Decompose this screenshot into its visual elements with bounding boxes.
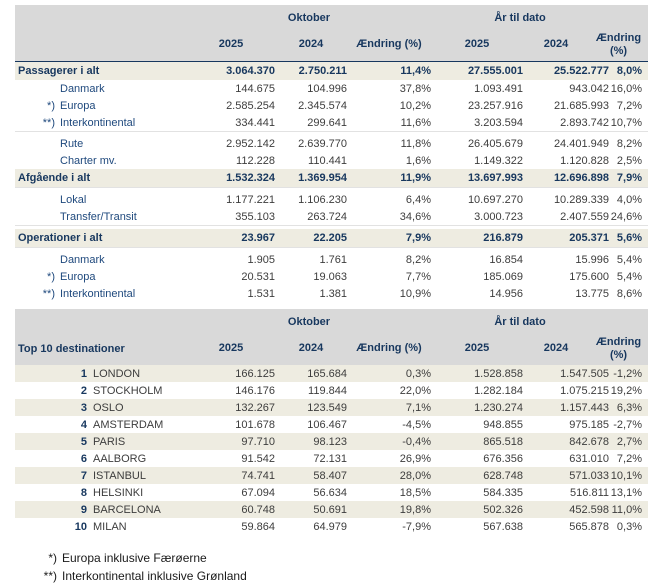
destination-row bbox=[15, 518, 648, 535]
column-header: 2025 bbox=[464, 342, 490, 355]
row-label-cell bbox=[15, 65, 187, 77]
cell-value: 7,9% bbox=[616, 172, 642, 184]
rank-number: 4 bbox=[80, 418, 87, 431]
row-label-cell bbox=[15, 254, 187, 266]
column-header: Ændring (%) bbox=[595, 31, 642, 57]
destination-row bbox=[15, 365, 648, 382]
cell-value: 10,2% bbox=[399, 99, 431, 112]
cell-value: 452.598 bbox=[569, 503, 609, 516]
cell-value: 0,3% bbox=[616, 520, 642, 533]
city-name: LONDON bbox=[93, 367, 141, 380]
cell-value: 1.528.858 bbox=[474, 367, 523, 380]
rank-number: 6 bbox=[80, 452, 87, 465]
row-label: Europa bbox=[60, 99, 96, 112]
destination-label-cell bbox=[15, 436, 187, 448]
destination-label-cell bbox=[15, 470, 187, 482]
table-row bbox=[15, 268, 648, 285]
cell-value: 7,1% bbox=[405, 401, 431, 414]
cell-value: 144.675 bbox=[235, 82, 275, 95]
row-label: Transfer/Transit bbox=[60, 210, 137, 223]
rank-number: 5 bbox=[80, 435, 87, 448]
destination-label-cell bbox=[15, 402, 187, 414]
cell-value: 3.000.723 bbox=[474, 210, 523, 223]
cell-value: 631.010 bbox=[569, 452, 609, 465]
destinations-table-body bbox=[15, 365, 648, 535]
destination-row bbox=[15, 382, 648, 399]
header-columns-row bbox=[15, 28, 648, 61]
row-label: Passagerer i alt bbox=[18, 65, 100, 77]
cell-value: 16,0% bbox=[610, 82, 642, 95]
row-label-cell bbox=[15, 211, 187, 223]
cell-value: 59.864 bbox=[241, 520, 275, 533]
cell-value: 24,6% bbox=[610, 210, 642, 223]
cell-value: 6,3% bbox=[616, 401, 642, 414]
destination-row bbox=[15, 416, 648, 433]
cell-value: 10.289.339 bbox=[553, 193, 609, 206]
cell-value: 166.125 bbox=[235, 367, 275, 380]
column-header: 2024 bbox=[543, 342, 569, 355]
cell-value: 64.979 bbox=[313, 520, 347, 533]
row-label-cell bbox=[15, 172, 187, 184]
cell-value: 2,7% bbox=[616, 435, 642, 448]
cell-value: 2,5% bbox=[616, 154, 642, 167]
rank-number: 2 bbox=[80, 384, 87, 397]
cell-value: 3.203.594 bbox=[474, 116, 523, 129]
footnote-marker: **) bbox=[42, 116, 55, 129]
cell-value: 72.131 bbox=[313, 452, 347, 465]
cell-value: 18,5% bbox=[399, 486, 431, 499]
ytd-group-label: År til dato bbox=[494, 316, 546, 328]
cell-value: 2.639.770 bbox=[298, 137, 347, 150]
cell-value: 22.205 bbox=[313, 232, 347, 244]
cell-value: 11,0% bbox=[611, 503, 642, 516]
cell-value: 19,8% bbox=[399, 503, 431, 516]
row-label: Interkontinental bbox=[60, 287, 136, 300]
row-label: Lokal bbox=[60, 193, 87, 206]
cell-value: 516.811 bbox=[570, 486, 609, 499]
column-header: 2025 bbox=[464, 38, 490, 51]
traffic-table-body bbox=[15, 62, 648, 302]
table-row bbox=[15, 62, 648, 80]
cell-value: 8,2% bbox=[616, 137, 642, 150]
destination-row bbox=[15, 467, 648, 484]
city-name: MILAN bbox=[93, 520, 127, 533]
cell-value: 2.407.559 bbox=[560, 210, 609, 223]
column-header: 2025 bbox=[218, 38, 244, 51]
destination-label-cell bbox=[15, 487, 187, 499]
cell-value: 5,6% bbox=[616, 232, 642, 244]
period-group-label: Oktober bbox=[287, 316, 331, 328]
city-name: BARCELONA bbox=[93, 503, 161, 516]
cell-value: 11,6% bbox=[400, 116, 431, 129]
row-label: Operationer i alt bbox=[18, 232, 103, 244]
city-name: HELSINKI bbox=[93, 486, 144, 499]
cell-value: 123.549 bbox=[307, 401, 347, 414]
cell-value: 14.956 bbox=[489, 287, 523, 300]
cell-value: 2.893.742 bbox=[560, 116, 609, 129]
destination-row bbox=[15, 450, 648, 467]
cell-value: 7,9% bbox=[405, 232, 431, 244]
cell-value: 8,0% bbox=[616, 65, 642, 77]
cell-value: 1.157.443 bbox=[560, 401, 609, 414]
destinations-title: Top 10 destinationer bbox=[18, 342, 125, 355]
cell-value: 0,3% bbox=[405, 367, 431, 380]
cell-value: 26.405.679 bbox=[467, 137, 523, 150]
row-label: Interkontinental bbox=[60, 116, 136, 129]
cell-value: 2.345.574 bbox=[298, 99, 347, 112]
cell-value: 567.638 bbox=[483, 520, 523, 533]
cell-value: 1.905 bbox=[247, 253, 275, 266]
cell-value: 5,4% bbox=[616, 270, 642, 283]
cell-value: 21.685.993 bbox=[553, 99, 609, 112]
row-label: Afgående i alt bbox=[18, 172, 91, 184]
cell-value: 7,7% bbox=[405, 270, 431, 283]
footnote-marker: *) bbox=[47, 270, 55, 283]
rank-number: 3 bbox=[80, 401, 87, 414]
row-label: Danmark bbox=[60, 82, 105, 95]
cell-value: -2,7% bbox=[613, 418, 642, 431]
cell-value: 6,4% bbox=[405, 193, 431, 206]
column-header: Ændring (%) bbox=[356, 38, 422, 51]
cell-value: 4,0% bbox=[616, 193, 642, 206]
cell-value: 571.033 bbox=[569, 469, 609, 482]
table-row bbox=[15, 169, 648, 187]
column-header: 2025 bbox=[218, 342, 244, 355]
cell-value: 27.555.001 bbox=[467, 65, 523, 77]
ytd-group-label: År til dato bbox=[494, 12, 546, 24]
destination-label-cell bbox=[15, 385, 187, 397]
cell-value: 97.710 bbox=[241, 435, 275, 448]
cell-value: 15.996 bbox=[575, 253, 609, 266]
city-name: AALBORG bbox=[93, 452, 147, 465]
row-label: Rute bbox=[60, 137, 84, 150]
cell-value: 50.691 bbox=[313, 503, 347, 516]
cell-value: 112.228 bbox=[236, 154, 275, 167]
cell-value: 1.531 bbox=[247, 287, 275, 300]
row-label-cell bbox=[15, 232, 187, 244]
cell-value: 101.678 bbox=[235, 418, 275, 431]
rank-number: 1 bbox=[80, 367, 87, 380]
table-row bbox=[15, 208, 648, 225]
row-label-cell bbox=[15, 194, 187, 206]
cell-value: 20.531 bbox=[241, 270, 275, 283]
cell-value: 11,8% bbox=[400, 137, 431, 150]
destination-label-cell bbox=[15, 419, 187, 431]
row-label-cell bbox=[15, 155, 187, 167]
cell-value: 865.518 bbox=[483, 435, 523, 448]
cell-value: 299.641 bbox=[307, 116, 347, 129]
table-row bbox=[15, 191, 648, 208]
cell-value: 10,9% bbox=[399, 287, 431, 300]
cell-value: 34,6% bbox=[399, 210, 431, 223]
cell-value: 19.063 bbox=[313, 270, 347, 283]
traffic-table-header bbox=[15, 5, 648, 62]
cell-value: 10.697.270 bbox=[467, 193, 523, 206]
cell-value: 10,1% bbox=[610, 469, 642, 482]
cell-value: 1.761 bbox=[319, 253, 347, 266]
header-columns-row bbox=[15, 332, 648, 365]
cell-value: 1.106.230 bbox=[298, 193, 347, 206]
row-label-cell bbox=[15, 100, 187, 112]
cell-value: -7,9% bbox=[402, 520, 431, 533]
cell-value: 185.069 bbox=[483, 270, 523, 283]
column-header: Ændring (%) bbox=[595, 335, 642, 361]
table-row bbox=[15, 135, 648, 152]
city-name: OSLO bbox=[93, 401, 124, 414]
rank-number: 7 bbox=[80, 469, 87, 482]
cell-value: 110.441 bbox=[308, 154, 347, 167]
cell-value: 975.185 bbox=[569, 418, 609, 431]
period-group-label: Oktober bbox=[287, 12, 331, 24]
table-row bbox=[15, 229, 648, 247]
footnote bbox=[15, 567, 660, 585]
cell-value: 22,0% bbox=[399, 384, 431, 397]
row-label: Danmark bbox=[60, 253, 105, 266]
cell-value: 2.952.142 bbox=[226, 137, 275, 150]
cell-value: 12.696.898 bbox=[553, 172, 609, 184]
cell-value: 565.878 bbox=[569, 520, 609, 533]
cell-value: 5,4% bbox=[616, 253, 642, 266]
cell-value: 13,1% bbox=[610, 486, 642, 499]
cell-value: 355.103 bbox=[235, 210, 275, 223]
cell-value: 1.381 bbox=[319, 287, 347, 300]
cell-value: 1.149.322 bbox=[474, 154, 523, 167]
cell-value: 334.441 bbox=[235, 116, 275, 129]
footnotes bbox=[15, 549, 660, 585]
cell-value: 13.697.993 bbox=[467, 172, 523, 184]
cell-value: 56.634 bbox=[313, 486, 347, 499]
cell-value: 104.996 bbox=[307, 82, 347, 95]
destination-label-cell bbox=[15, 368, 187, 380]
cell-value: 205.371 bbox=[569, 232, 609, 244]
footnote-marker: **) bbox=[43, 569, 57, 583]
cell-value: 11,9% bbox=[400, 172, 431, 184]
table-row bbox=[15, 80, 648, 97]
cell-value: 216.879 bbox=[483, 232, 523, 244]
header-group-row bbox=[15, 8, 648, 28]
footnote bbox=[15, 549, 660, 567]
rank-number: 9 bbox=[80, 503, 87, 516]
cell-value: 23.967 bbox=[241, 232, 275, 244]
city-name: STOCKHOLM bbox=[93, 384, 163, 397]
cell-value: -0,4% bbox=[402, 435, 431, 448]
cell-value: 67.094 bbox=[241, 486, 275, 499]
cell-value: 676.356 bbox=[483, 452, 523, 465]
cell-value: 2.750.211 bbox=[298, 65, 347, 77]
row-label-cell bbox=[15, 138, 187, 150]
cell-value: 1.177.221 bbox=[226, 193, 275, 206]
column-header: 2024 bbox=[298, 38, 324, 51]
cell-value: 1.075.215 bbox=[560, 384, 609, 397]
column-header: 2024 bbox=[298, 342, 324, 355]
row-label-cell bbox=[15, 271, 187, 283]
header-group-row bbox=[15, 312, 648, 332]
footnote-marker: *) bbox=[48, 551, 57, 565]
cell-value: 8,6% bbox=[616, 287, 642, 300]
row-label-cell bbox=[15, 288, 187, 300]
cell-value: 106.467 bbox=[307, 418, 347, 431]
cell-value: 11,4% bbox=[400, 65, 431, 77]
rank-number: 8 bbox=[80, 486, 87, 499]
cell-value: 132.267 bbox=[235, 401, 275, 414]
table-row bbox=[15, 114, 648, 131]
cell-value: 175.600 bbox=[569, 270, 609, 283]
cell-value: 91.542 bbox=[241, 452, 275, 465]
row-label-cell bbox=[15, 83, 187, 95]
cell-value: 1.547.505 bbox=[560, 367, 609, 380]
cell-value: 3.064.370 bbox=[226, 65, 275, 77]
table-row bbox=[15, 251, 648, 268]
cell-value: 37,8% bbox=[399, 82, 431, 95]
row-label: Charter mv. bbox=[60, 154, 117, 167]
cell-value: 1.120.828 bbox=[560, 154, 609, 167]
cell-value: 1.282.184 bbox=[474, 384, 523, 397]
cell-value: 2.585.254 bbox=[226, 99, 275, 112]
destination-label-cell bbox=[15, 521, 187, 533]
cell-value: 7,2% bbox=[616, 452, 642, 465]
cell-value: -4,5% bbox=[402, 418, 431, 431]
table-row bbox=[15, 152, 648, 169]
column-header: Ændring (%) bbox=[356, 342, 422, 355]
cell-value: -1,2% bbox=[613, 367, 642, 380]
cell-value: 23.257.916 bbox=[467, 99, 523, 112]
cell-value: 119.844 bbox=[308, 384, 347, 397]
cell-value: 24.401.949 bbox=[553, 137, 609, 150]
cell-value: 58.407 bbox=[313, 469, 347, 482]
footnote-marker: *) bbox=[47, 99, 55, 112]
footnote-marker: **) bbox=[42, 287, 55, 300]
cell-value: 60.748 bbox=[241, 503, 275, 516]
cell-value: 584.335 bbox=[483, 486, 523, 499]
destination-label-cell bbox=[15, 453, 187, 465]
destination-label-cell bbox=[15, 504, 187, 516]
column-header: 2024 bbox=[543, 38, 569, 51]
cell-value: 25.522.777 bbox=[553, 65, 609, 77]
cell-value: 842.678 bbox=[569, 435, 609, 448]
destination-row bbox=[15, 484, 648, 501]
cell-value: 74.741 bbox=[241, 469, 275, 482]
cell-value: 943.042 bbox=[569, 82, 609, 95]
cell-value: 263.724 bbox=[307, 210, 347, 223]
table-row bbox=[15, 285, 648, 302]
city-name: AMSTERDAM bbox=[93, 418, 164, 431]
traffic-table bbox=[15, 5, 648, 302]
destinations-table bbox=[15, 309, 648, 535]
cell-value: 98.123 bbox=[313, 435, 347, 448]
cell-value: 1.532.324 bbox=[226, 172, 275, 184]
cell-value: 628.748 bbox=[483, 469, 523, 482]
cell-value: 19,2% bbox=[610, 384, 642, 397]
cell-value: 16.854 bbox=[489, 253, 523, 266]
cell-value: 7,2% bbox=[616, 99, 642, 112]
cell-value: 1.369.954 bbox=[298, 172, 347, 184]
cell-value: 8,2% bbox=[405, 253, 431, 266]
destinations-table-header bbox=[15, 309, 648, 365]
cell-value: 28,0% bbox=[399, 469, 431, 482]
rank-number: 10 bbox=[74, 520, 87, 533]
city-name: ISTANBUL bbox=[93, 469, 146, 482]
cell-value: 948.855 bbox=[483, 418, 523, 431]
destination-row bbox=[15, 433, 648, 450]
cell-value: 26,9% bbox=[399, 452, 431, 465]
cell-value: 1.093.491 bbox=[474, 82, 523, 95]
cell-value: 165.684 bbox=[307, 367, 347, 380]
destination-row bbox=[15, 501, 648, 518]
destination-row bbox=[15, 399, 648, 416]
row-label: Europa bbox=[60, 270, 96, 283]
cell-value: 1.230.274 bbox=[474, 401, 523, 414]
cell-value: 502.326 bbox=[483, 503, 523, 516]
row-label-cell bbox=[15, 117, 187, 129]
cell-value: 146.176 bbox=[235, 384, 275, 397]
footnote-text: Interkontinental inklusive Grønland bbox=[62, 569, 247, 583]
city-name: PARIS bbox=[93, 435, 126, 448]
cell-value: 10,7% bbox=[610, 116, 642, 129]
cell-value: 13.775 bbox=[575, 287, 609, 300]
cell-value: 1,6% bbox=[405, 154, 431, 167]
footnote-text: Europa inklusive Færøerne bbox=[62, 551, 207, 565]
table-row bbox=[15, 97, 648, 114]
